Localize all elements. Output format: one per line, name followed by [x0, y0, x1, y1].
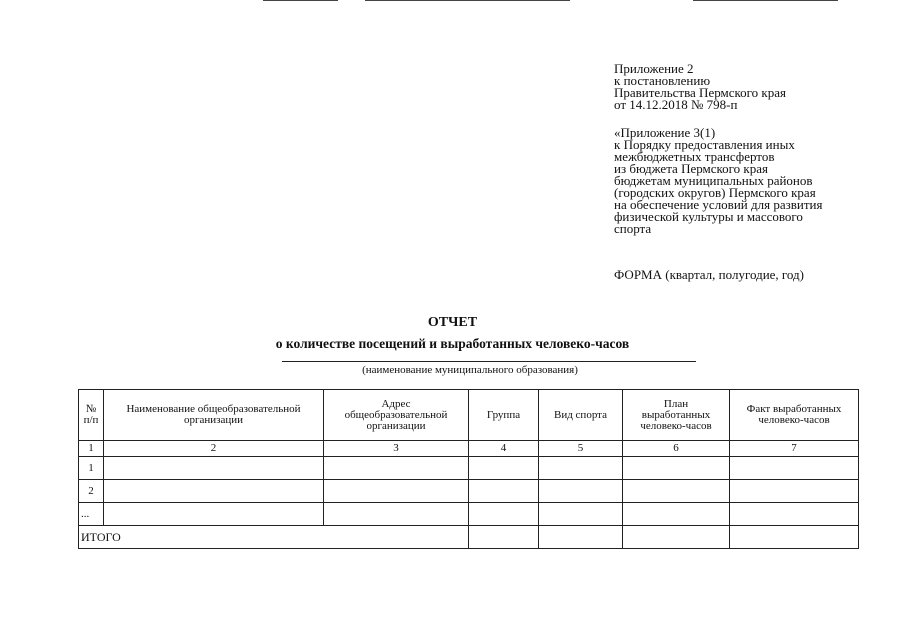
- appendix-2-line: к постановлению: [614, 73, 711, 88]
- appendix-3-line: физической культуры и массового: [614, 209, 803, 224]
- appendix-2-line: Правительства Пермского края: [614, 85, 786, 100]
- appendix-3-line: «Приложение 3(1): [614, 125, 716, 140]
- table-cell: [623, 457, 730, 480]
- column-number-row: [79, 441, 859, 457]
- table-cell: [324, 457, 469, 480]
- scan-artifact-line: [693, 0, 838, 1]
- appendix-3-line: к Порядку предоставления иных: [614, 137, 795, 152]
- column-number: 6: [623, 441, 730, 457]
- scan-artifact-line: [263, 0, 338, 1]
- appendix-3-block: [614, 127, 822, 235]
- table-cell: [469, 526, 539, 549]
- table-cell: [623, 526, 730, 549]
- appendix-3-line: (городских округов) Пермского края: [614, 185, 816, 200]
- appendix-2-line: Приложение 2: [614, 61, 694, 76]
- header-sport-type: Вид спорта: [539, 390, 623, 441]
- table-cell: [623, 480, 730, 503]
- table-cell: [104, 480, 324, 503]
- total-row: [79, 526, 859, 549]
- column-number: 2: [104, 441, 324, 457]
- header-actual-hours: Факт выработанных человеко-часов: [730, 390, 859, 441]
- appendix-3-line: на обеспечение условий для развития: [614, 197, 823, 212]
- header-number: № п/п: [79, 390, 104, 441]
- appendix-3-line: из бюджета Пермского края: [614, 161, 769, 176]
- column-number: 1: [79, 441, 104, 457]
- row-number: ...: [79, 503, 104, 526]
- table-cell: [104, 503, 324, 526]
- form-label: ФОРМА (квартал, полугодие, год): [614, 267, 804, 282]
- column-number: 3: [324, 441, 469, 457]
- header-planned-hours: План выработанных человеко-часов: [623, 390, 730, 441]
- table-cell: [623, 503, 730, 526]
- appendix-2-line: от 14.12.2018 № 798-п: [614, 97, 738, 112]
- report-table: [78, 389, 859, 549]
- header-organization-name: Наименование общеобразовательной организации: [104, 390, 324, 441]
- municipality-caption: (наименование муниципального образования): [362, 364, 578, 376]
- table-cell: [539, 480, 623, 503]
- appendix-3-line: межбюджетных трансфертов: [614, 149, 775, 164]
- table-cell: [730, 503, 859, 526]
- table-cell: [324, 480, 469, 503]
- table-row: [79, 503, 859, 526]
- table-row: [79, 480, 859, 503]
- table-row: [79, 457, 859, 480]
- table-cell: [104, 457, 324, 480]
- table-cell: [469, 457, 539, 480]
- report-subtitle: о количестве посещений и выработанных человеко-часов: [275, 336, 630, 351]
- municipality-name-line: [282, 361, 696, 362]
- row-number: 2: [79, 480, 104, 503]
- table-header-row: [79, 390, 859, 441]
- header-organization-address: Адрес общеобразовательной организации: [324, 390, 469, 441]
- table-cell: [539, 526, 623, 549]
- table-cell: [730, 480, 859, 503]
- table-cell: [730, 457, 859, 480]
- appendix-3-line: бюджетам муниципальных районов: [614, 173, 813, 188]
- table-cell: [730, 526, 859, 549]
- report-title: ОТЧЕТ: [427, 315, 478, 330]
- scan-artifact-line: [365, 0, 570, 1]
- column-number: 5: [539, 441, 623, 457]
- header-group: Группа: [469, 390, 539, 441]
- table-cell: [469, 480, 539, 503]
- table-cell: [539, 503, 623, 526]
- row-number: 1: [79, 457, 104, 480]
- column-number: 7: [730, 441, 859, 457]
- table-cell: [324, 503, 469, 526]
- table-cell: [539, 457, 623, 480]
- appendix-2-block: [614, 63, 786, 111]
- column-number: 4: [469, 441, 539, 457]
- total-label: ИТОГО: [79, 526, 469, 549]
- appendix-3-line: спорта: [614, 221, 652, 236]
- table-cell: [469, 503, 539, 526]
